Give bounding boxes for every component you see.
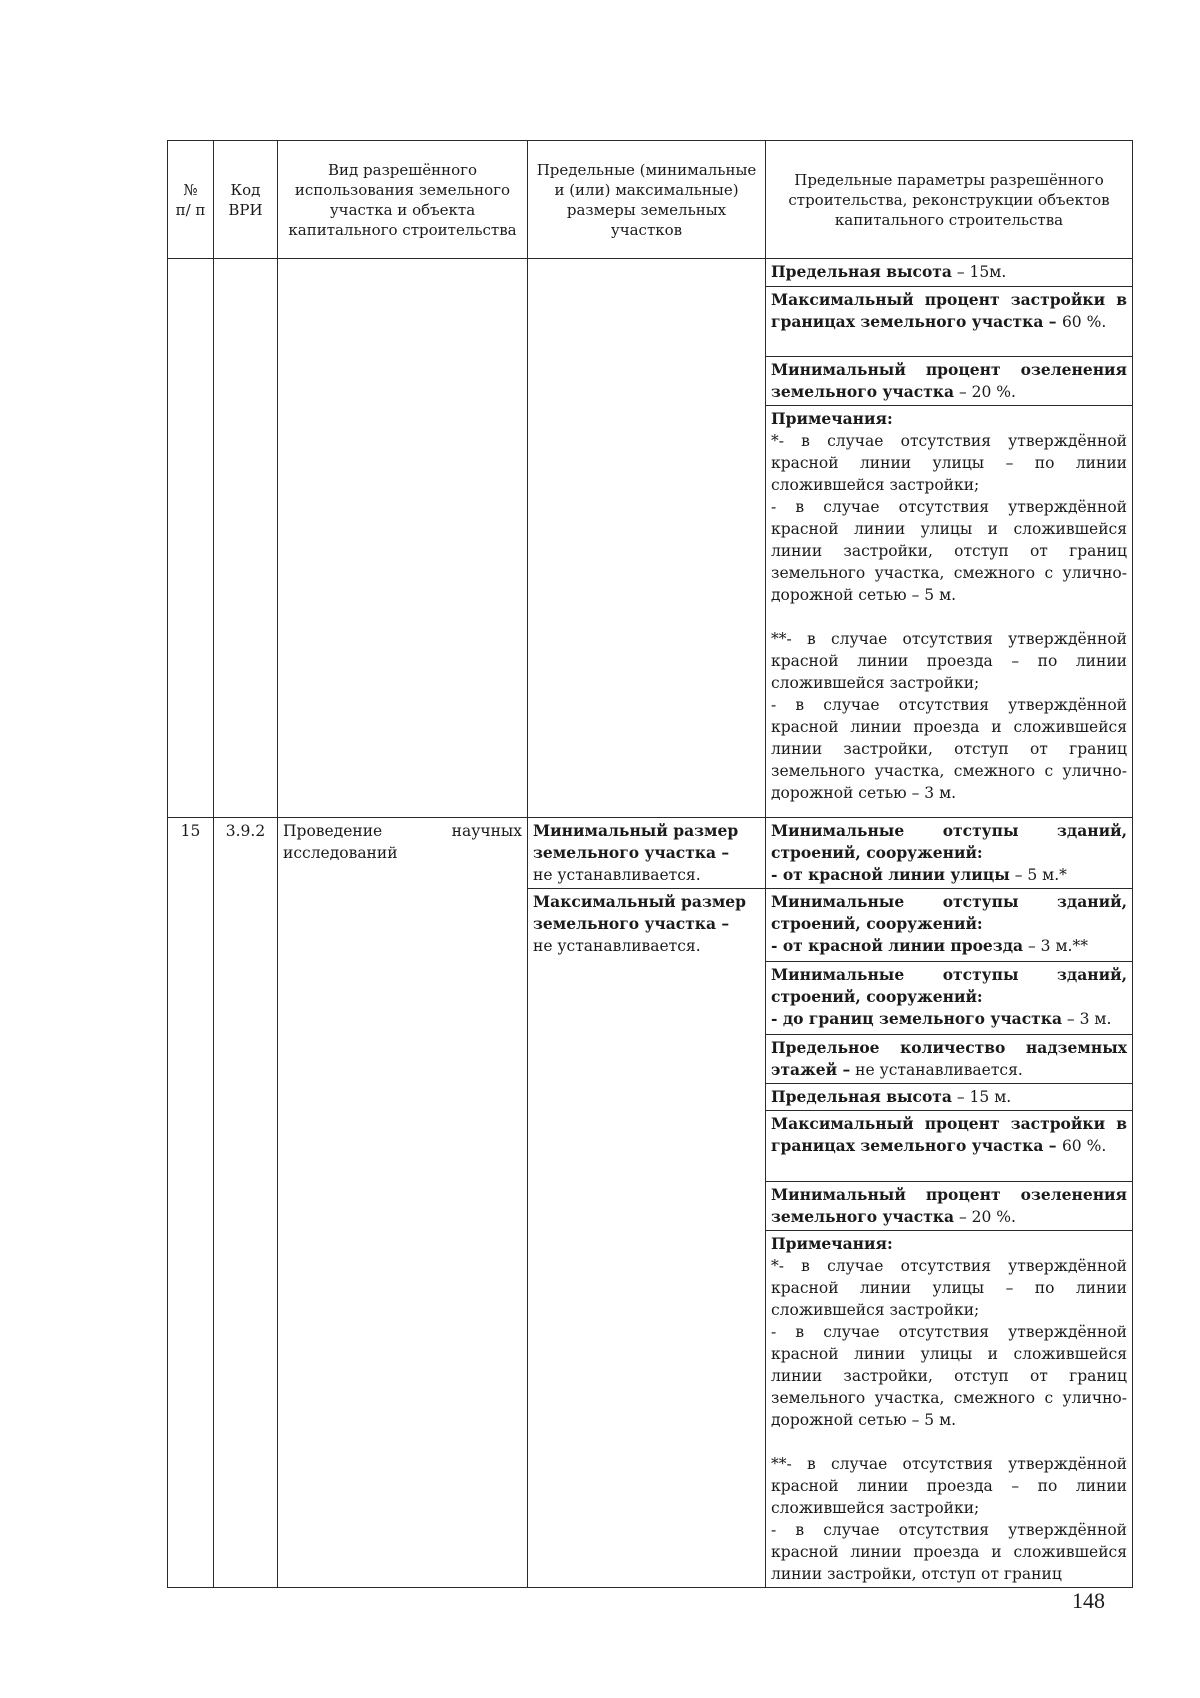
setback-drive-label: Минимальные отступы зданий, строений, сооружений: [771, 892, 1127, 933]
continued-number-cell [168, 259, 214, 818]
floors-block [766, 1035, 1132, 1084]
green-block [766, 1182, 1132, 1231]
setback-border-block [766, 962, 1132, 1035]
continued-use-cell [278, 259, 528, 818]
row15-number: 15 [168, 818, 214, 1588]
notes-title: Примечания: [771, 409, 893, 428]
min-size-label: Минимальный размер земельного участка – [533, 821, 739, 862]
header-number: № п/ п [168, 141, 214, 259]
height-value: – 15м. [951, 263, 1007, 281]
table-row [168, 818, 1133, 889]
max-size-label: Максимальный размер земельного участка – [533, 892, 746, 933]
max-size-value: не устанавливается. [533, 937, 701, 955]
row15-green-value: – 20 %. [954, 1208, 1016, 1226]
floors-label: Предельное количество надземных этажей – [771, 1038, 1127, 1079]
row15-note-4: - в случае отсутствия утверждённой красной линии проезда и сложившейся линии застройки, отступ от границ [771, 1521, 1127, 1583]
row15-max-size-cell [528, 889, 766, 1588]
row15-params-stack [766, 889, 1133, 1588]
row15-height-value: – 15 м. [951, 1088, 1012, 1106]
height-block [766, 1084, 1132, 1111]
table-row [168, 259, 1133, 287]
setback-border-sub: - до границ земельного участка [771, 1009, 1062, 1028]
row15-min-size-cell [528, 818, 766, 889]
setback-drive-value: – 3 м.** [1023, 937, 1088, 955]
row15-notes-title: Примечания: [771, 1234, 893, 1253]
table-header-row [168, 141, 1133, 259]
header-plot-size: Предельные (минимальные и (или) максимальные) размеры земельных участков [528, 141, 766, 259]
row15-use-type: Проведение научных исследований [278, 818, 528, 1588]
header-use-type: Вид разрешённого использования земельного участка и объекта капитального строительства [278, 141, 528, 259]
green-value: – 20 %. [954, 383, 1016, 401]
coverage-label: Максимальный процент застройки в границах земельного участка – [771, 290, 1127, 331]
row15-setback-street-cell [766, 818, 1133, 889]
continued-notes-cell [766, 406, 1133, 818]
setback-street-label: Минимальные отступы зданий, строений, сооружений: [771, 821, 1127, 862]
note-4: - в случае отсутствия утверждённой красной линии проезда и сложившейся линии застройки, отступ от границ земельного участка, смежного с улично-дорожной сетью – 3 м. [771, 696, 1127, 802]
regulations-table [167, 140, 1133, 1588]
row15-coverage-value: 60 %. [1061, 1137, 1107, 1155]
continued-code-cell [214, 259, 278, 818]
notes-block [766, 1231, 1132, 1587]
row15-note-2: - в случае отсутствия утверждённой красной линии улицы и сложившейся линии застройки, отступ от границ земельного участка, смежного с улично-дорожной сетью – 5 м. [771, 1323, 1127, 1429]
row15-code: 3.9.2 [214, 818, 278, 1588]
green-label: Минимальный процент озеленения земельного участка [771, 360, 1127, 401]
continued-size-cell [528, 259, 766, 818]
row15-height-label: Предельная высота [771, 1087, 952, 1106]
continued-height-cell [766, 259, 1133, 287]
setback-street-sub: - от красной линии улицы [771, 865, 1010, 884]
header-parameters: Предельные параметры разрешённого строительства, реконструкции объектов капитального строительства [766, 141, 1133, 259]
continued-coverage-cell [766, 287, 1133, 357]
note-2: - в случае отсутствия утверждённой красной линии улицы и сложившейся линии застройки, отступ от границ земельного участка, смежного с улично-дорожной сетью – 5 м. [771, 498, 1127, 604]
note-gap [771, 606, 1127, 628]
note-1: *- в случае отсутствия утверждённой красной линии улицы – по линии сложившейся застройки; [771, 432, 1127, 494]
row15-coverage-label: Максимальный процент застройки в границах земельного участка – [771, 1114, 1127, 1155]
coverage-value: 60 %. [1061, 313, 1107, 331]
row15-note-1: *- в случае отсутствия утверждённой красной линии улицы – по линии сложившейся застройки; [771, 1257, 1127, 1319]
height-label: Предельная высота [771, 262, 952, 281]
row15-note-gap [771, 1431, 1127, 1453]
floors-value: не устанавливается. [850, 1061, 1023, 1079]
setback-drive-sub: - от красной линии проезда [771, 936, 1024, 955]
min-size-value: не устанавливается. [533, 866, 701, 884]
setback-drive-block [766, 889, 1132, 962]
continued-green-cell [766, 357, 1133, 406]
row15-green-label: Минимальный процент озеленения земельного участка [771, 1185, 1127, 1226]
coverage-block [766, 1111, 1132, 1182]
row15-note-3: **- в случае отсутствия утверждённой красной линии проезда – по линии сложившейся застройки; [771, 1455, 1127, 1517]
page-number: 148 [1072, 1588, 1105, 1613]
setback-border-value: – 3 м. [1062, 1010, 1112, 1028]
note-3: **- в случае отсутствия утверждённой красной линии проезда – по линии сложившейся застройки; [771, 630, 1127, 692]
header-code: Код ВРИ [214, 141, 278, 259]
setback-street-value: – 5 м.* [1009, 866, 1067, 884]
setback-border-label: Минимальные отступы зданий, строений, сооружений: [771, 965, 1127, 1006]
